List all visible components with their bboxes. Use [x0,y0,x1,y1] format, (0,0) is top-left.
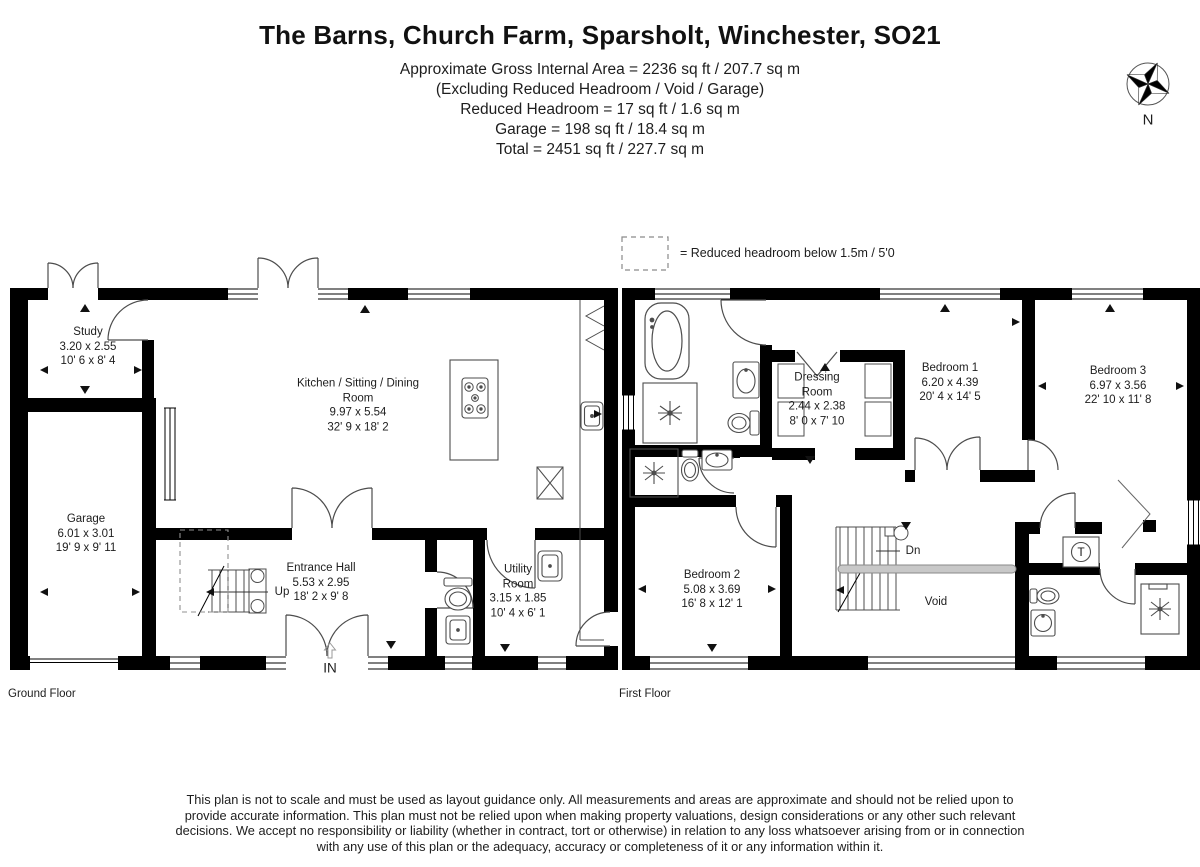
reduced-headroom-line: Reduced Headroom = 17 sq ft / 1.6 sq m [460,101,740,118]
page-title: The Barns, Church Farm, Sparsholt, Winchester, SO21 [259,20,941,50]
entrance-in-label: IN [323,660,337,676]
ensuite-shower-icon [1141,584,1179,634]
wc-toilet-icon [444,578,472,610]
compass-north-label: N [1142,111,1154,129]
stairs-down-label: Dn [905,545,921,557]
master-toilet-icon [728,411,759,435]
family-basin-icon [702,450,732,470]
room-label-bedroom3: Bedroom 3 6.97 x 3.56 22' 10 x 11' 8 [1084,364,1152,407]
reduced-headroom-area [180,530,228,612]
void-label: Void [924,596,948,608]
stairs-up [198,566,268,616]
family-toilet-icon [682,450,699,481]
stairs-up-label: Up [274,586,290,598]
room-label-garage: Garage 6.01 x 3.01 19' 9 x 9' 11 [55,512,117,555]
room-label-dressing: Dressing Room 2.44 x 2.38 8' 0 x 7' 10 [788,371,846,428]
garage-area-line: Garage = 198 sq ft / 18.4 sq m [495,121,705,138]
ensuite-toilet-icon [1030,588,1059,604]
ground-floor-label: Ground Floor [8,688,76,700]
total-area-line: Total = 2451 sq ft / 227.7 sq m [495,141,705,158]
water-tank-label: T [1077,545,1085,559]
plan-header [0,20,1200,160]
reduced-headroom-swatch [622,237,668,270]
wc-basin-icon [446,616,470,644]
excluding-line: (Excluding Reduced Headroom / Void / Garage) [435,81,765,98]
room-label-bedroom1: Bedroom 1 6.20 x 4.39 20' 4 x 14' 5 [919,361,981,404]
ensuite-basin-icon [1031,610,1055,636]
kitchen-island [450,360,498,460]
disclaimer-text: This plan is not to scale and must be used as layout guidance only. All measurements and areas are approximate and should not be relied upon to provide accurate information. This plan must not be relied upon when making property valuations, design considerations or any other such relevant decisions. We accept no responsibility or liability (whether in contract, tort or otherwise) in relation to any loss whatsoever arising from or in connection with any use of this plan or the adequacy, accuracy or completeness of it or any information within it. [175,792,1025,854]
master-shower-icon [643,383,697,443]
gross-area-line: Approximate Gross Internal Area = 2236 sq ft / 207.7 sq m [399,61,801,78]
void-balustrade [838,565,1016,573]
sloped-ceiling-lines [1118,480,1150,548]
bathtub-icon [645,303,689,379]
walls [622,288,1200,670]
kitchen-counter [580,300,604,640]
garage-door [30,659,118,663]
room-label-kitchen: Kitchen / Sitting / Dining Room 9.97 x 5.54 32' 9 x 18' 2 [296,377,420,434]
room-label-utility: Utility Room 3.15 x 1.85 10' 4 x 6' 1 [489,563,547,620]
room-label-entrance-hall: Entrance Hall 5.53 x 2.95 18' 2 x 9' 8 [286,561,356,604]
master-basin-icon [733,362,759,398]
room-label-study: Study 3.20 x 2.55 10' 6 x 8' 4 [59,325,117,368]
first-floor-plan [622,288,1200,670]
legend-label: = Reduced headroom below 1.5m / 5'0 [680,246,895,260]
room-label-bedroom2: Bedroom 2 5.08 x 3.69 16' 8 x 12' 1 [681,568,743,611]
kitchen-sink-icon [581,402,603,430]
first-floor-label: First Floor [619,688,671,700]
appliance-icon [537,467,563,499]
